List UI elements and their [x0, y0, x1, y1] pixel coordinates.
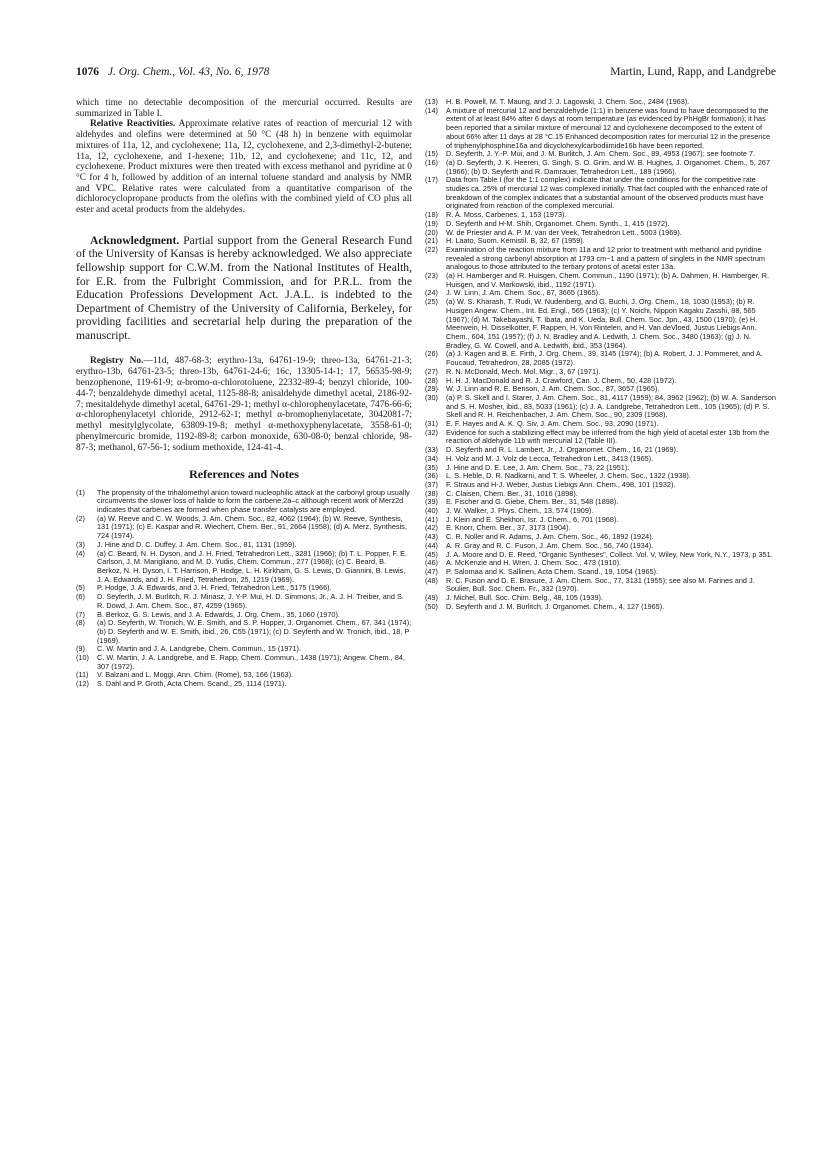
reference-item: [425, 107, 777, 151]
reference-number: (34): [425, 453, 438, 463]
reference-item: [76, 619, 412, 645]
reference-text: J. Klein and E. Shekhori, Isr. J. Chem., 6, 701 (1968).: [446, 514, 619, 524]
registry-paragraph: [76, 356, 412, 453]
reference-item: [425, 577, 777, 594]
reference-text: Evidence for such a stabilizing effect may be inferred from the high yield of acetal ester 13b from the reaction of aldehyde 11b with mercurial 12 (Table III).: [446, 427, 770, 446]
reference-text: J. Hine and D. E. Lee, J. Am. Chem. Soc., 73, 22 (1951).: [446, 462, 630, 472]
reference-number: (14): [425, 105, 438, 115]
reference-number: (39): [425, 497, 438, 507]
references-title: References and Notes: [189, 466, 299, 481]
reference-text: L. S. Heble, D. R. Nadkarni, and T. S. Wheeler, J. Chem. Soc., 1322 (1938).: [446, 471, 691, 481]
reference-item: [425, 159, 777, 176]
reference-number: (11): [76, 670, 89, 680]
reference-text: (a) D. Seyferth, J. K. Heeren, G. Singh, S. O. Grim, and W. B. Hughes, J. Organomet. Chem., 5, 267 (1966); (b) D. Seyferth and R. Damrauer, Tetrahedron Lett., 189 (1966).: [446, 157, 771, 176]
reference-text: R. C. Fuson and D. E. Brasure, J. Am. Chem. Soc., 77, 3131 (1955); see also M. Farines and J. Soulier, Bull. Soc. Chem. Fr., 332 (1970).: [446, 575, 755, 594]
reference-number: (24): [425, 288, 438, 298]
reference-text: H. B. Powell, M. T. Maung, and J. J. Lagowski, J. Chem. Soc., 2484 (1963).: [446, 97, 690, 106]
reference-item: [425, 246, 777, 272]
reference-text: P. Hodge, J. A. Edwards, and J. H. Fried, Tetrahedron Lett., 5175 (1966).: [97, 583, 332, 593]
reference-item: [76, 489, 412, 515]
reference-text: (a) W. S. Kharash, T. Rudi, W. Nudenberg, and G. Buchi, J. Org. Chem., 18, 1030 (1953); (b) R. Husigen Angew. Chem., Int. Ed. Engl., 565 (1963); (c) Y. Noichi, Nippon Kagaku Zasshi, 88, 565 (1967); (d) M. Takebayashi, T. Ibata, and K. Ueda, Bull. Chem. Soc. Jpn., 43, 1500 (1970); (e) H. Meerwein, H. Disselkotter, F. Rappen, H. Von Rintelen, and H. Van deVloed, Justus Liebigs Ann. Chem., 604, 151 (1957); (f) J. N. Bradley and A. Ledwith, J. Chem. Soc., 3480 (1963); (g) J. N. Bradley, G. W. Cowell, and A. Ledwith, ibid., 353 (1964).: [446, 297, 758, 350]
reference-number: (20): [425, 227, 438, 237]
reference-item: [76, 654, 412, 671]
acknowledgment-text: Partial support from the General Research Fund of the University of Kansas is hereby acknowledged. We also appreciate fellowship support for C.W.M. from the National Institutes of Health, for E.R. from the Fulbright Commission, and for P.R.L. from the Education Professions Development Act. J.A.L. is indebted to the Department of Chemistry of the University of California, Berkeley, for providing facilities and secretarial help during the preparation of the manuscript.: [76, 233, 412, 342]
reference-number: (47): [425, 566, 438, 576]
reference-text: The propensity of the trihalomethyl anion toward nucleophilic attack at the carbonyl group usually circumvents the slower loss of halide to form the carbene,2a–c although recent work of Merz2d indicates that carbenes are formed when phase transfer catalysts are employed.: [97, 487, 410, 515]
reference-number: (18): [425, 210, 438, 220]
reference-number: (4): [76, 548, 85, 558]
reference-number: (10): [76, 653, 89, 663]
relative-reactivities-text: Approximate relative rates of reaction of mercurial 12 with aldehydes and olefins were determined at 50 °C (48 h) in benzene with equimolar mixtures of 11a, 12, and cyclohexene; 11a, 12, cyclohexene, and 2,3-dimethyl-2-butene; 11a, 12, cyclohexene, and 1-hexene; 11b, 12, and cyclohexene; and 11c, 12, and cyclohexene. Product mixtures were then treated with excess methanol and pyridine at 0 °C for 4 h, followed by addition of an internal toluene standard and analysis by NMR and VPC. Relative rates were calculated from a quantitative comparison of the dichlorocyclopropane products from the olefins with the combined yield of CO plus all ester and acetal products from the aldehydes.: [76, 119, 412, 216]
reference-item: [425, 350, 777, 367]
reference-number: (23): [425, 271, 438, 281]
reference-text: (a) J. Kagen and B. E. Firth, J. Org. Chem., 39, 3145 (1974); (b) A. Robert, J. J. Pommeret, and A. Foucaud, Tetrahedron, 28, 2085 (1972).: [446, 349, 763, 368]
reference-number: (49): [425, 593, 438, 603]
reference-text: C. W. Martin, J. A. Landgrebe, and E. Rapp, Chem. Commun., 1438 (1971); Angew. Chem., 84, 307 (1972).: [97, 653, 405, 671]
reference-number: (25): [425, 297, 438, 307]
reference-text: D. Seyferth and R. L. Lambert, Jr., J. Organomet. Chem., 16, 21 (1969).: [446, 445, 678, 455]
reference-text: W. J. Linn and R. E. Benson, J. Am. Chem. Soc., 87, 3657 (1965).: [446, 384, 660, 394]
reference-text: J. Hine and D. C. Duffey, J. Am. Chem. Soc., 81, 1131 (1959).: [97, 539, 297, 549]
reference-text: D. Seyferth and J. M. Burlitch, J. Organomet. Chem., 4, 127 (1965).: [446, 601, 665, 611]
running-authors: Martin, Lund, Rapp, and Landgrebe: [610, 66, 776, 78]
reference-item: [425, 394, 777, 420]
reference-text: J. W. Linn, J. Am. Chem. Soc., 87, 3665 (1965).: [446, 288, 601, 298]
reference-number: (28): [425, 375, 438, 385]
reference-number: (22): [425, 244, 438, 254]
reference-text: E. Knorr, Chem. Ber., 37, 3173 (1904).: [446, 523, 571, 533]
reference-text: B. Berkoz, G. S. Lewis, and J. A. Edwards, J. Org. Chem., 35, 1060 (1970).: [97, 609, 340, 619]
reference-item: [425, 603, 777, 612]
reference-item: [425, 272, 777, 289]
reference-item: [76, 593, 412, 610]
reference-number: (45): [425, 549, 438, 559]
reference-number: (5): [76, 583, 85, 593]
references-list-left: [76, 489, 412, 689]
reference-number: (15): [425, 149, 438, 159]
reference-number: (21): [425, 236, 438, 246]
reference-text: S. Dahl and P. Groth, Acta Chem. Scand., 25, 1114 (1971).: [97, 679, 287, 689]
reference-item: [76, 515, 412, 541]
reference-text: J. A. Moore and D. E. Reed, "Organic Syntheses", Collect. Vol. V, Wiley, New York, N.Y., 1973, p 351.: [446, 549, 773, 559]
journal-citation: J. Org. Chem., Vol. 43, No. 6, 1978: [107, 66, 270, 78]
reference-item: [425, 298, 777, 350]
reference-number: (19): [425, 218, 438, 228]
reference-text: Data from Table I (for the 1:1 complex) indicate that under the conditions for the competitive rate studies ca. 25% of mercurial 12 was complexed initially. That fact coupled with the enhanced rate of breakdown of the complex indicates that a substantial amount of the observed products must have originated from reaction of the complexed mercurial.: [446, 175, 768, 211]
reference-number: (46): [425, 558, 438, 568]
right-column: [425, 98, 777, 611]
reference-number: (27): [425, 366, 438, 376]
references-list-right: [425, 98, 777, 611]
reference-number: (37): [425, 479, 438, 489]
reference-text: V. Balzani and L. Moggi, Ann. Chim. (Rome), 53, 166 (1963).: [97, 670, 294, 680]
reference-number: (29): [425, 384, 438, 394]
reference-text: R. N. McDonald, Mech. Mol. Migr., 3, 67 (1971).: [446, 366, 601, 376]
reference-number: (17): [425, 175, 438, 185]
left-column: [76, 98, 412, 689]
reference-text: D. Seyferth, J. Y.-P. Mui, and J. M. Burlitch, J. Am. Chem. Soc., 89, 4953 (1967); see footnote 7.: [446, 149, 756, 159]
intro-paragraph: which time no detectable decomposition of the mercurial occurred. Results are summarized in Table I.: [76, 98, 412, 119]
reference-text: C. Claisen, Chem. Ber., 31, 1016 (1898).: [446, 488, 578, 498]
reference-number: (40): [425, 506, 438, 516]
reference-number: (50): [425, 601, 438, 611]
reference-number: (41): [425, 514, 438, 524]
reference-number: (9): [76, 644, 85, 654]
reference-number: (13): [425, 97, 438, 106]
relative-reactivities-heading: Relative Reactivities.: [90, 119, 176, 130]
reference-text: A. R. Gray and R. C. Fuson, J. Am. Chem. Soc., 56, 740 (1934).: [446, 540, 654, 550]
reference-text: E. F. Hayes and A. K. Q. Siv, J. Am. Chem. Soc., 93, 2090 (1971).: [446, 419, 659, 429]
reference-text: D. Seyferth, J. M. Burlitch, R. J. Minasz, J. Y-P. Mui, H. D. Simmons, Jr., A. J. H. Treiber, and S. R. Dowd, J. Am. Chem. Soc., 87, 4259 (1965).: [97, 592, 404, 610]
reference-text: A. McKenzie and H. Wren, J. Chem. Soc., 473 (1910).: [446, 558, 622, 568]
reference-number: (33): [425, 445, 438, 455]
reference-text: C. W. Martin and J. A. Landgrebe, Chem. Commun., 15 (1971).: [97, 644, 302, 654]
reference-number: (2): [76, 513, 85, 523]
reference-number: (48): [425, 575, 438, 585]
reference-text: (a) C. Beard, N. H. Dyson, and J. H. Fried, Tetrahedron Lett., 3281 (1966); (b) T. L. Popper, F. E. Carlson, J. M. Marigliano, and M. D. Yudis, Chem. Commun., 277 (1968); (c) C. Beard, B. Berkoz, N. H. Dyson, I. T. Harrison, P. Hodge, L. H. Kirkham, G. S. Lewis, D. Giannini, B. Lewis, J. A. Edwards, and J. H. Fried, Tetrahedron, 25, 1219 (1969).: [97, 548, 407, 584]
reference-text: Examination of the reaction mixture from 11a and 12 prior to treatment with methanol and pyridine revealed a strong carbonyl absorption at 1793 cm−1 and a pattern of singlets in the NMR spectrum analogous to those attributed to the tertiary protons of acetal ester 13a.: [446, 244, 766, 272]
reference-number: (36): [425, 471, 438, 481]
page-number: 1076: [76, 66, 99, 78]
reference-text: H. Laato, Suom. Kemistil. B, 32, 67 (1959).: [446, 236, 585, 246]
relative-reactivities-paragraph: [76, 119, 412, 215]
reference-text: P. Salomaa and K. Sallinen, Acta Chem. Scand., 19, 1054 (1965).: [446, 566, 659, 576]
reference-text: (a) H. Hamberger and R. Huisgen, Chem. Commun., 1190 (1971); (b) A. Dahmen, H. Hamberger, R. Huisgen, and V. Markowski, ibid., 1192 (1971).: [446, 271, 770, 289]
reference-number: (26): [425, 349, 438, 359]
reference-number: (3): [76, 539, 85, 549]
reference-number: (31): [425, 419, 438, 429]
header-left: [76, 66, 269, 78]
reference-number: (30): [425, 392, 438, 402]
registry-heading: Registry No.: [90, 356, 144, 367]
reference-text: H. Volz and M. J. Volz de Lecca, Tetrahedron Lett., 3413 (1965).: [446, 453, 654, 463]
reference-number: (16): [425, 157, 438, 167]
acknowledgment-heading: Acknowledgment.: [90, 233, 180, 247]
reference-number: (1): [76, 487, 85, 497]
reference-text: (a) D. Seyferth, W. Tronich, W. E. Smith, and S. P. Hopper, J. Organomet. Chem., 67, 341 (1974); (b) D. Seyferth and W. E. Smith, ibid., 26, C55 (1971); (c) D. Seyferth and W. Tronich, ibid., 18, P (1969).: [97, 618, 412, 645]
reference-text: (a) P. S. Skell and I. Starer, J. Am. Chem. Soc., 81, 4117 (1959); 84, 3962 (1962); (b) W. A. Sanderson and S. H. Mosher, ibid., 83, 5033 (1961); (c) J. A. Landgrebe, Tetrahedron Lett., 105 (1965); (d) P. S. Skell and R. H. Reichenbacher, J. Am. Chem. Soc., 90, 2309 (1968).: [446, 392, 776, 420]
reference-item: [425, 429, 777, 446]
page-header: [76, 66, 776, 82]
reference-item: [425, 176, 777, 211]
reference-number: (44): [425, 540, 438, 550]
reference-item: [76, 550, 412, 585]
reference-number: (32): [425, 427, 438, 437]
acknowledgment-paragraph: [76, 234, 412, 343]
reference-text: A mixture of mercurial 12 and benzaldehyde (1:1) in benzene was found to have decomposed to the extent of at least 84% after 6 days at room temperature (as evidenced by PhHgBr formation); it has been reported that a similar mixture of mercurial 12 and cyclohexene decomposed to the extent of about 66% after 11 days at 28 °C.15 Enhanced decomposition rates for mercurial 12 in the presence of triphenylphosphine16a and dicyclohexylcarbodiimide16b have been reported.: [446, 105, 771, 150]
reference-number: (6): [76, 592, 85, 602]
reference-item: [76, 680, 412, 689]
reference-text: F. Straus and H-J. Weber, Justus Liebigs Ann. Chem., 498, 101 (1932).: [446, 479, 676, 489]
reference-text: H. H. J. MacDonald and R. J. Crawford, Can. J. Chem., 50, 428 (1972).: [446, 375, 677, 385]
reference-number: (42): [425, 523, 438, 533]
reference-text: D. Seyferth and H-M. Shih, Organomet. Chem. Synth., 1, 415 (1972).: [446, 218, 670, 228]
reference-number: (35): [425, 462, 438, 472]
reference-number: (12): [76, 679, 89, 689]
reference-text: W. de Priester and A. P. M. van der Veek, Tetrahedron Lett., 5003 (1969).: [446, 227, 682, 237]
reference-number: (8): [76, 618, 85, 628]
reference-number: (7): [76, 609, 85, 619]
reference-number: (43): [425, 532, 438, 542]
reference-text: J. Michel, Bull. Soc. Chim. Belg., 48, 105 (1939).: [446, 593, 603, 603]
reference-text: J. W. Walker, J. Phys. Chem., 13, 574 (1909).: [446, 506, 594, 516]
reference-text: E. Fischer and G. Giebe, Chem. Ber., 31, 548 (1898).: [446, 497, 619, 507]
reference-number: (38): [425, 488, 438, 498]
reference-text: C. R. Noller and R. Adams, J. Am. Chem. Soc., 46, 1892 (1924).: [446, 532, 654, 542]
reference-text: (a) W. Reeve and C. W. Woods, J. Am. Chem. Soc., 82, 4062 (1964); (b) W. Reeve, Synthesis, 131 (1971); (c) E. Kaspar and R. Wiechert, Chem. Ber., 91, 2664 (1958); (d) A. Merz, Synthesis, 724 (1974).: [97, 513, 407, 541]
reference-text: R. A. Moss, Carbenes, 1, 153 (1973).: [446, 210, 567, 220]
registry-text: —11d, 487-68-3; erythro-13a, 64761-19-9; threo-13a, 64761-21-3; erythro-13b, 64761-23-5; threo-13b, 64761-24-6; 16c, 13305-14-1; 17, 56535-98-9; benzophenone, 119-61-9; α-bromo-α-chlorotoluene, 22332-89-4; benzyl chloride, 100-44-7; benzaldehyde dimethyl acetal, 1125-88-8; anisaldehyde dimethyl acetal, 2186-92-7; mesitaldehyde dimethyl acetal, 64761-29-1; methyl α-chlorophenylacetate, 7476-66-6; α-chlorophenylacetyl chloride, 2912-62-1; methyl α-bromophenylacetate, 3042081-7; methyl mesitylglycolate, 63809-19-8; methyl α-methoxyphenylacetate, 3558-61-0; phenylmercuric bromide, 1192-89-8; carbon monoxide, 630-08-0; benzal chloride, 98-87-3; methanol, 67-56-1; sodium methoxide, 124-41-4.: [76, 356, 412, 453]
